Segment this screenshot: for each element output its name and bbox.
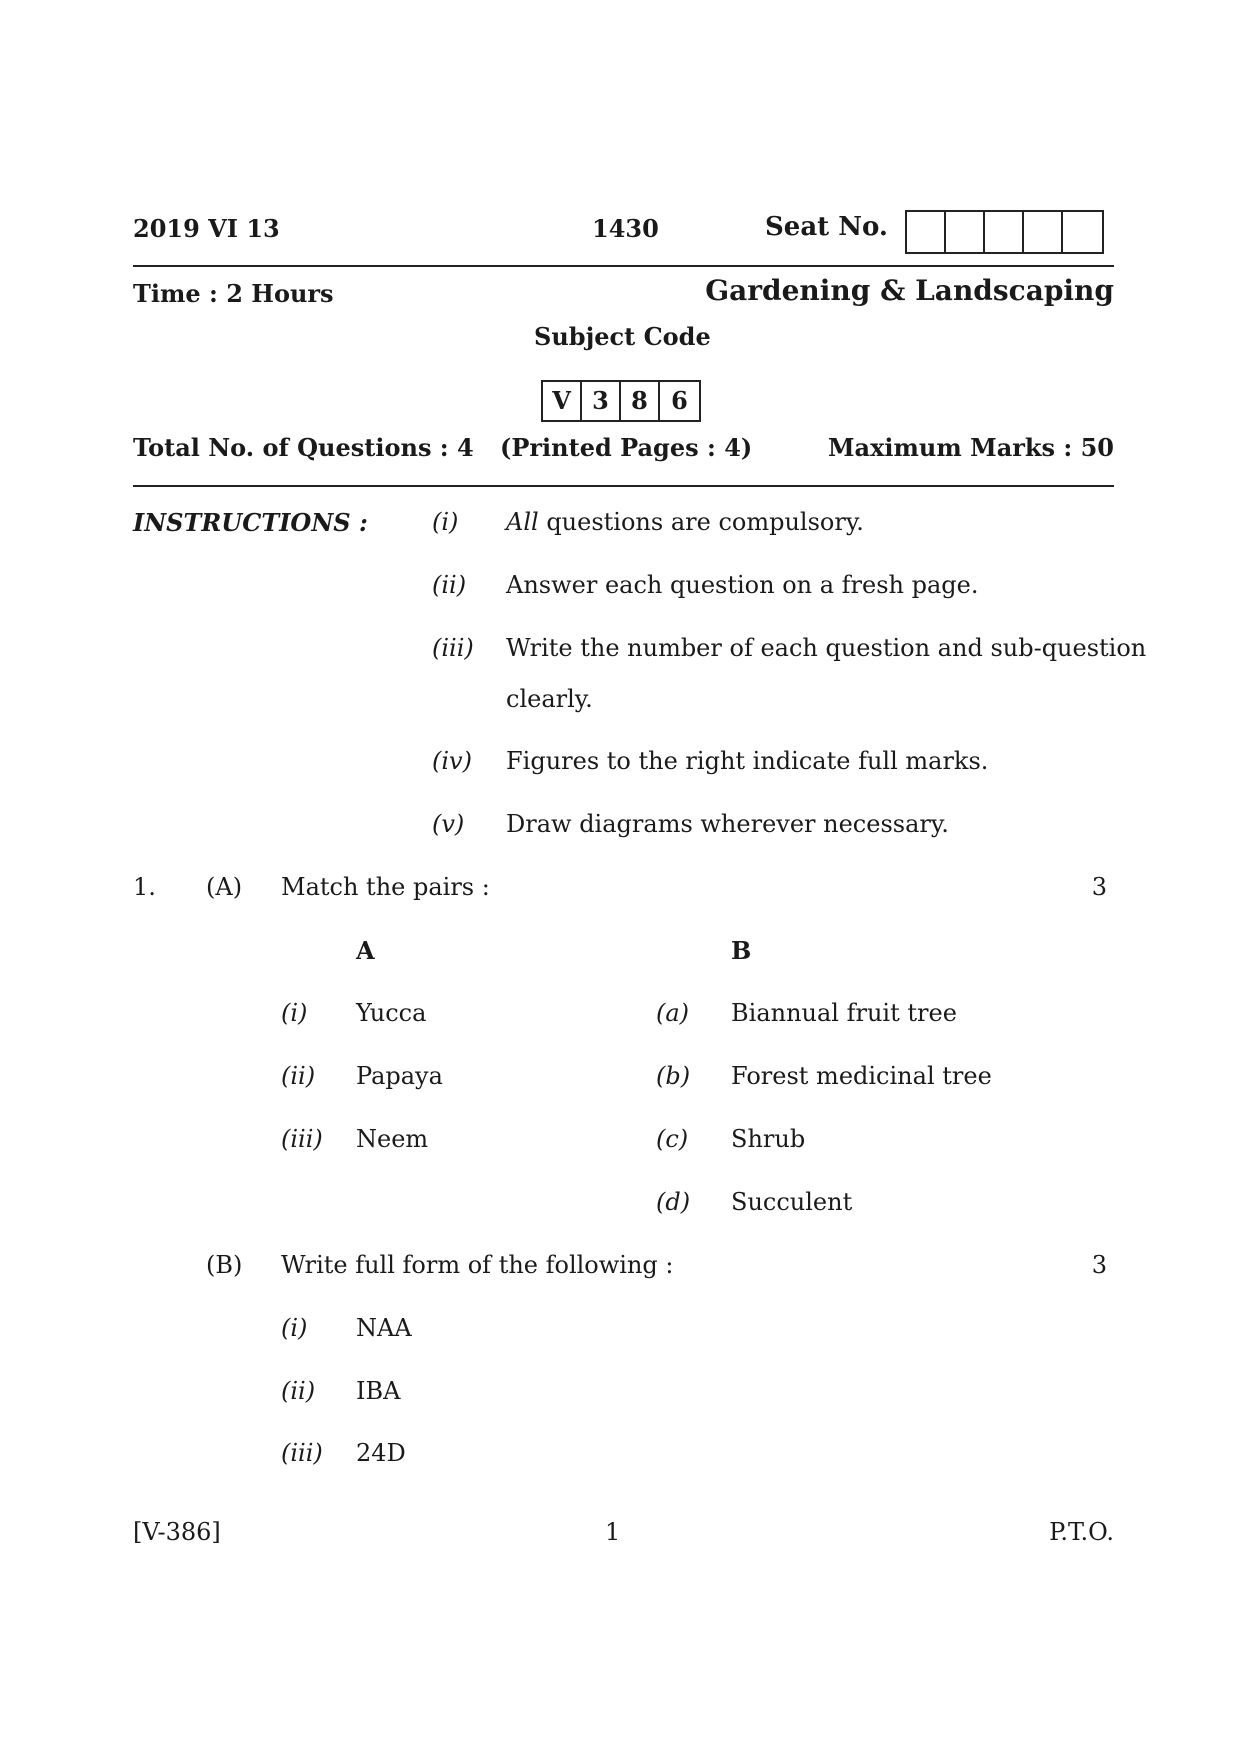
footer-code: [V-386] (133, 1518, 221, 1546)
instruction-text: Answer each question on a fresh page. (506, 571, 979, 599)
please-turn-over: P.T.O. (1049, 1518, 1114, 1546)
header-divider (133, 265, 1114, 267)
match-a-item: Yucca (356, 999, 427, 1027)
question-number: 1. (133, 873, 156, 901)
seat-box (985, 212, 1024, 252)
instruction-text: Write the number of each question and sub-question (506, 634, 1147, 662)
part-text: Write full form of the following : (281, 1251, 674, 1279)
match-b-item: Forest medicinal tree (731, 1062, 992, 1090)
match-a-item: Neem (356, 1125, 429, 1153)
full-form-number: (i) (281, 1314, 308, 1342)
instruction-emphasis: All (506, 508, 539, 536)
full-form-item: NAA (356, 1314, 412, 1342)
instructions-divider (133, 485, 1114, 487)
match-b-item: Succulent (731, 1188, 853, 1216)
subject-code-cell: 8 (621, 382, 660, 420)
full-form-item: IBA (356, 1377, 401, 1405)
subject-code-label: Subject Code (534, 322, 711, 351)
part-marks: 3 (1091, 873, 1107, 901)
seat-box (1024, 212, 1063, 252)
column-a-heading: A (356, 936, 375, 965)
subject-code-cell: V (543, 382, 582, 420)
part-label: (A) (206, 873, 243, 901)
subject-title: Gardening & Landscaping (705, 274, 1114, 307)
seat-box (946, 212, 985, 252)
match-a-item: Papaya (356, 1062, 443, 1090)
instruction-text-continued: clearly. (506, 685, 593, 713)
printed-pages: (Printed Pages : 4) (500, 433, 753, 462)
match-b-letter: (c) (656, 1125, 689, 1153)
instruction-rest: questions are compulsory. (538, 508, 864, 536)
instructions-heading: INSTRUCTIONS : (133, 508, 368, 537)
exam-code: 2019 VI 13 (133, 214, 280, 243)
instruction-number: (iv) (432, 747, 472, 775)
seat-number-boxes (905, 210, 1104, 254)
full-form-item: 24D (356, 1439, 406, 1467)
instruction-number: (v) (432, 810, 465, 838)
full-form-number: (iii) (281, 1439, 323, 1467)
part-label: (B) (206, 1251, 243, 1279)
match-b-item: Biannual fruit tree (731, 999, 957, 1027)
part-marks: 3 (1091, 1251, 1107, 1279)
subject-code-cell: 6 (671, 386, 688, 415)
column-b-heading: B (731, 936, 752, 965)
subject-code-cell: 3 (582, 382, 621, 420)
match-a-number: (ii) (281, 1062, 316, 1090)
full-form-number: (ii) (281, 1377, 316, 1405)
match-b-item: Shrub (731, 1125, 806, 1153)
seat-label: Seat No. (765, 212, 888, 242)
seat-box (907, 212, 946, 252)
match-b-letter: (a) (656, 999, 690, 1027)
exam-time: Time : 2 Hours (133, 279, 334, 308)
instruction-text: Draw diagrams wherever necessary. (506, 810, 949, 838)
maximum-marks: Maximum Marks : 50 (827, 433, 1114, 462)
total-questions: Total No. of Questions : 4 (133, 433, 474, 462)
match-a-number: (iii) (281, 1125, 323, 1153)
match-b-letter: (d) (656, 1188, 691, 1216)
page-number: 1 (605, 1518, 621, 1546)
seat-box (1063, 212, 1102, 252)
paper-number: 1430 (592, 214, 659, 243)
instruction-number: (i) (432, 508, 459, 536)
match-a-number: (i) (281, 999, 308, 1027)
instruction-text: Figures to the right indicate full marks. (506, 747, 989, 775)
subject-code-boxes (541, 380, 701, 422)
instruction-number: (iii) (432, 634, 474, 662)
match-b-letter: (b) (656, 1062, 691, 1090)
part-text: Match the pairs : (281, 873, 490, 901)
instruction-number: (ii) (432, 571, 467, 599)
instruction-text (506, 508, 864, 536)
